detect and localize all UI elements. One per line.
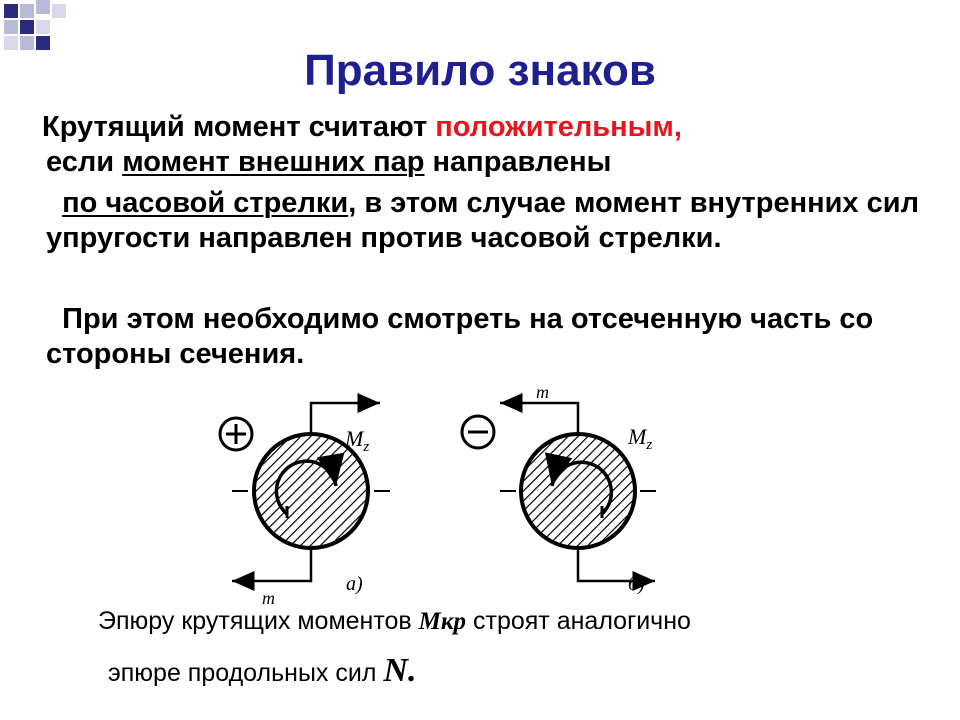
caption2-period: .	[407, 652, 417, 689]
caption1-text: Эпюру крутящих моментов	[98, 607, 419, 635]
external-moment-underlined: момент внешних пар	[122, 146, 425, 178]
case-label-b: б)	[628, 573, 645, 595]
para1-text: Крутящий момент считают	[42, 111, 436, 143]
para3-text: При этом необходимо смотреть на отсеченную часть со стороны сечения.	[46, 303, 874, 370]
positive-highlight: положительным,	[435, 111, 682, 143]
paragraph-clockwise	[46, 186, 926, 256]
clockwise-underlined: по часовой стрелки	[62, 187, 349, 219]
negative-case-figure	[462, 382, 656, 595]
paragraph-viewpoint	[46, 302, 926, 372]
force-label-a-bottom: m	[262, 588, 275, 608]
para2-text: , в этом случае момент внутренних сил упругости направлен против часовой стрелки.	[46, 187, 919, 254]
slide-title: Правило знаков	[304, 46, 656, 95]
moment-label-a: $M_z$	[345, 426, 370, 455]
mkr-symbol: Мкр	[418, 608, 467, 635]
cross-section-circle-b	[521, 434, 635, 548]
force-label-b-top: m	[536, 382, 549, 402]
caption-line-2	[108, 652, 416, 690]
caption-line-1	[98, 607, 691, 636]
moment-label-b: $M_z$	[628, 424, 653, 453]
n-symbol: N	[383, 652, 408, 689]
torque-sign-diagram	[200, 378, 680, 608]
para1-text3: направлены	[424, 146, 612, 178]
para1-text2: если	[46, 146, 123, 178]
caption1-text2: строят аналогично	[466, 607, 691, 635]
cross-section-circle-a	[254, 434, 368, 548]
positive-case-figure	[220, 403, 390, 608]
caption2-text: эпюре продольных сил	[108, 659, 384, 687]
paragraph-sign-rule	[42, 110, 926, 180]
case-label-a: а)	[346, 573, 363, 595]
